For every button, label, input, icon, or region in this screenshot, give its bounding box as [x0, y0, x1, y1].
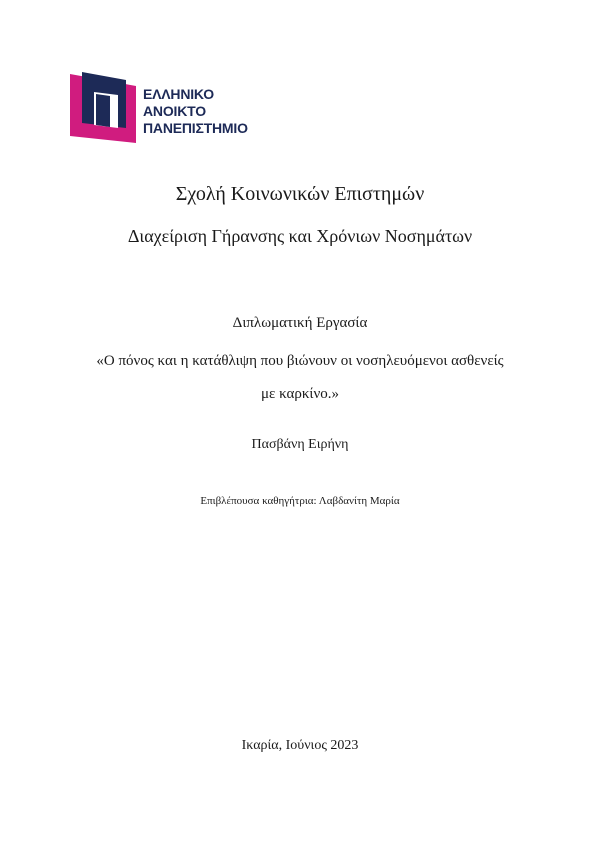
logo-line-3: ΠΑΝΕΠΙΣΤΗΜΙΟ	[143, 120, 248, 136]
university-logo-wordmark	[143, 86, 248, 137]
logo-line-2: ΑΝΟΙΚΤΟ	[143, 103, 206, 119]
author-name: Πασβάνη Ειρήνη	[251, 437, 349, 452]
thesis-title-line-2: με καρκίνο.»	[261, 386, 339, 402]
logo-line-1: ΕΛΛΗΝΙΚΟ	[143, 86, 214, 102]
document-type: Διπλωματική Εργασία	[232, 315, 368, 331]
supervisor: Επιβλέπουσα καθηγήτρια: Λαβδανίτη Μαρία	[200, 495, 400, 507]
university-logo-mark-icon	[70, 72, 136, 143]
program-name: Διαχείριση Γήρανσης και Χρόνιων Νοσημάτων	[127, 226, 473, 246]
university-logo	[70, 72, 270, 144]
place-and-date: Ικαρία, Ιούνιος 2023	[241, 738, 359, 753]
thesis-title-line-1: «Ο πόνος και η κατάθλιψη που βιώνουν οι νοσηλευόμενοι ασθενείς	[96, 353, 504, 369]
thesis-title	[0, 345, 600, 411]
school-name: Σχολή Κοινωνικών Επιστημών	[175, 183, 425, 205]
